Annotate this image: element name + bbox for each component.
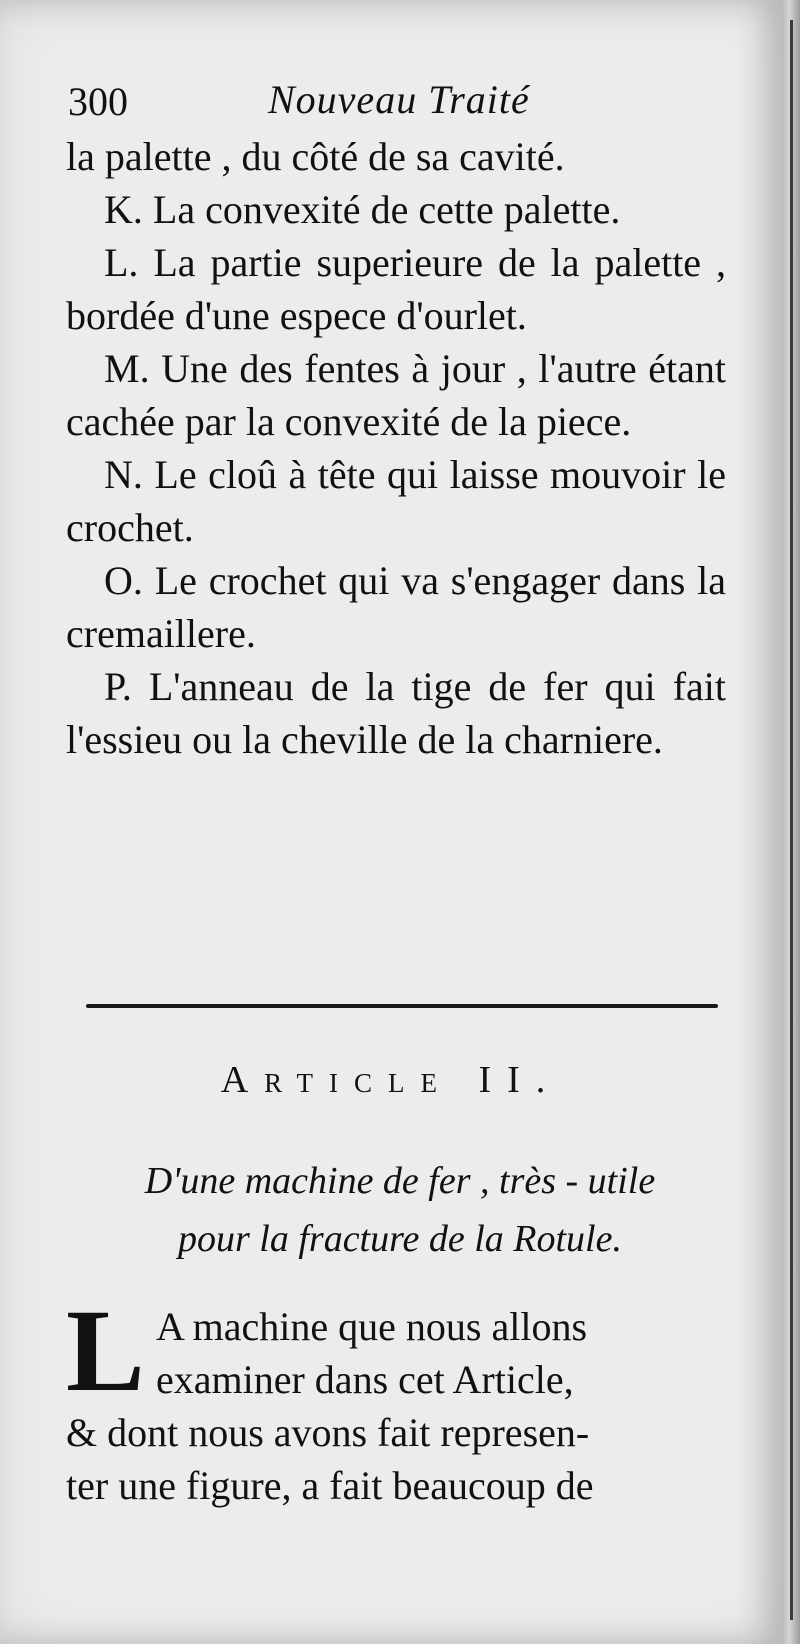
legend-entry: K. La convexité de cette palette. (104, 187, 621, 232)
paragraph-line: examiner dans cet Article, (156, 1357, 574, 1402)
page-number: 300 (68, 79, 128, 124)
legend-entry: O. Le crochet qui va s'engager dans la cremaillere. (66, 558, 726, 656)
legend-entry: M. Une des fentes à jour , l'autre étant cachée par la convexité de la piece. (66, 346, 726, 444)
paragraph-line: & dont nous avons fait represen- (66, 1410, 590, 1455)
gutter-shadow (790, 20, 793, 1620)
opening-paragraph (66, 1285, 726, 1520)
article-subtitle (60, 1152, 740, 1268)
article-heading: Article II. (220, 1059, 562, 1101)
legend-entry: P. L'anneau de la tige de fer qui fait l'essieu ou la cheville de la charniere. (66, 664, 726, 762)
legend-entry: la palette , du côté de sa cavité. (66, 134, 565, 179)
section-divider (86, 1004, 718, 1008)
article-subtitle-line: D'une machine de fer , très - utile (144, 1160, 656, 1202)
paragraph-line: ter une figure, a fait beaucoup de (66, 1463, 594, 1508)
legend-list (66, 130, 726, 766)
legend-entry: N. Le cloû à tête qui laisse mouvoir le crochet. (66, 452, 726, 550)
drop-cap: L (66, 1285, 145, 1416)
page-header (68, 72, 708, 128)
paragraph-line: A machine que nous allons (156, 1304, 588, 1349)
running-title: Nouveau Traité (268, 77, 530, 122)
article-subtitle-line: pour la fracture de la Rotule. (178, 1218, 622, 1260)
legend-entry: L. La partie superieure de la palette , bordée d'une espece d'ourlet. (66, 240, 726, 338)
